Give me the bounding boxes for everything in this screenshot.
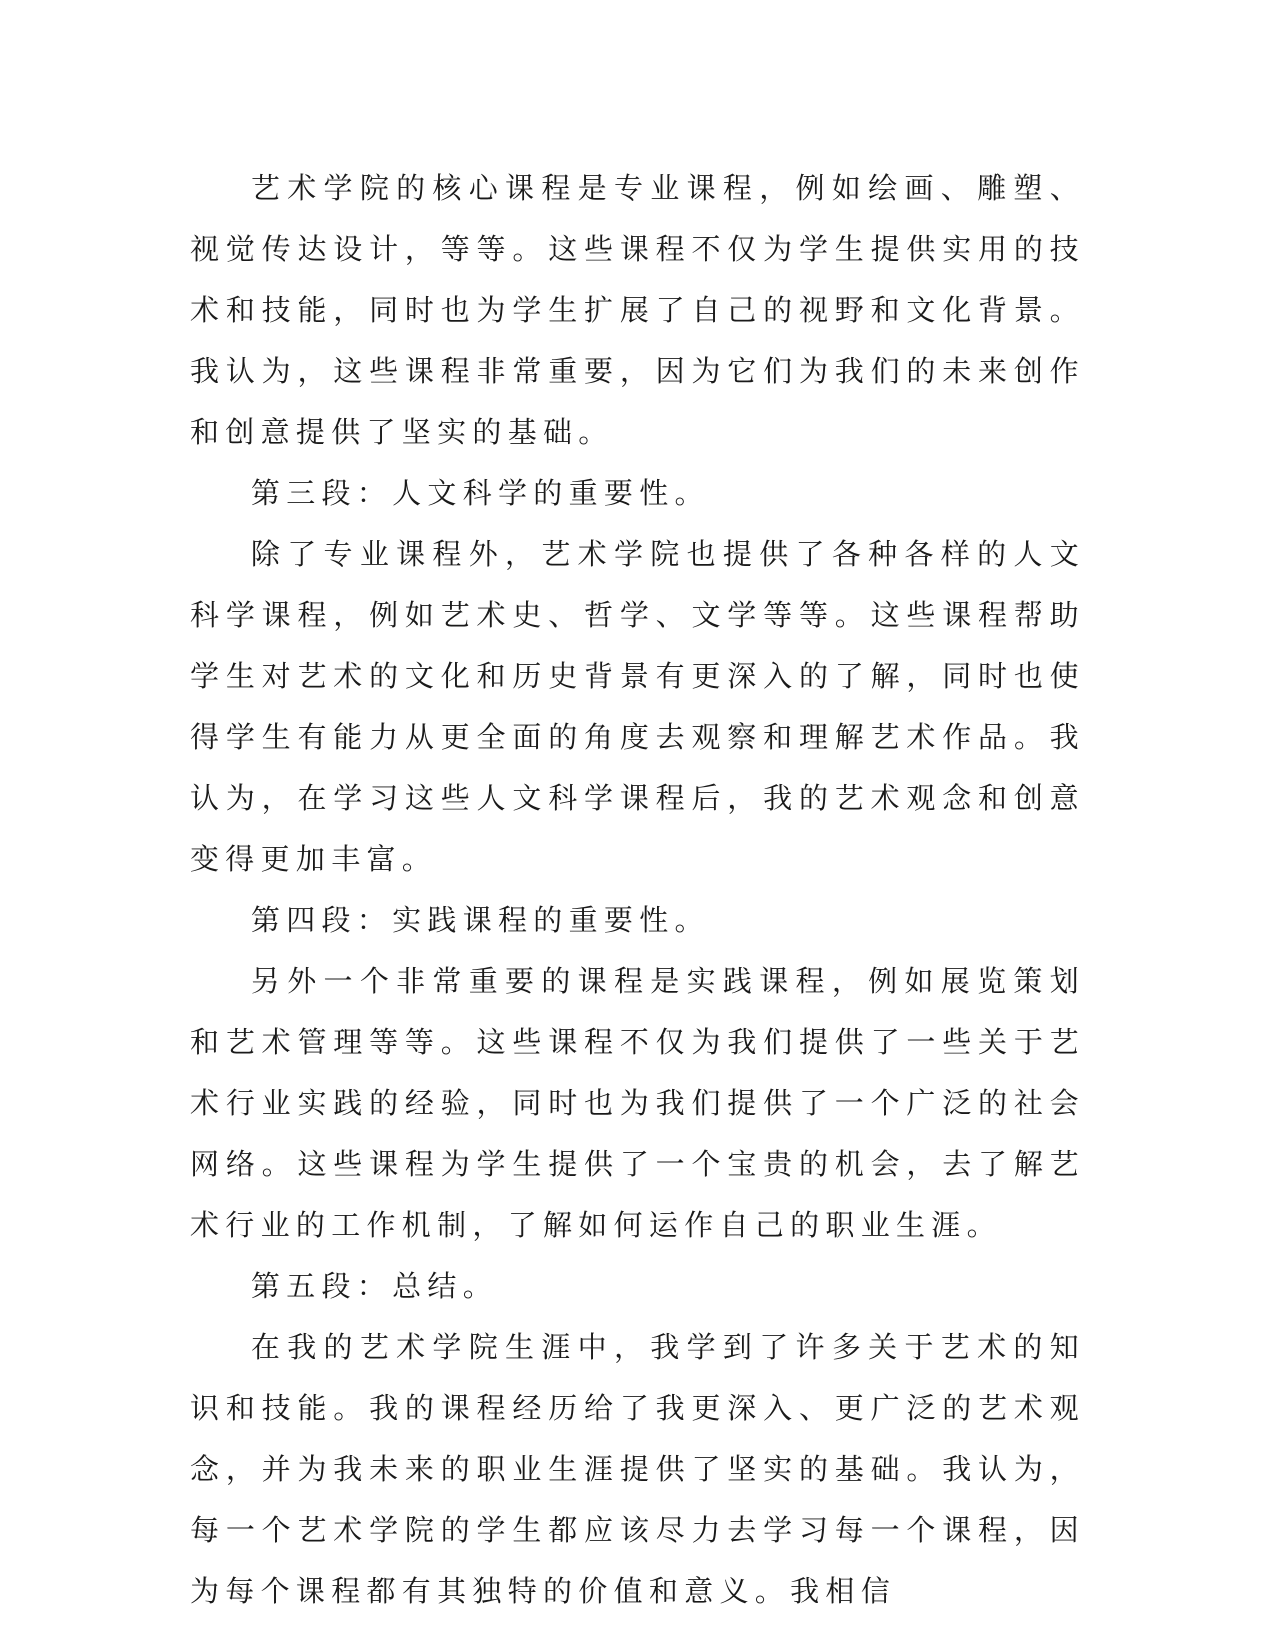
paragraph-humanities: 除了专业课程外，艺术学院也提供了各种各样的人文科学课程，例如艺术史、哲学、文学等等。这些课程帮助学生对艺术的文化和历史背景有更深入的了解，同时也使得学生有能力从更全面的角度去观察和理解艺术作品。我认为，在学习这些人文科学课程后，我的艺术观念和创意变得更加丰富。 bbox=[190, 537, 1085, 876]
document-body bbox=[190, 158, 1085, 1622]
paragraph-practice-courses: 另外一个非常重要的课程是实践课程，例如展览策划和艺术管理等等。这些课程不仅为我们提供了一些关于艺术行业实践的经验，同时也为我们提供了一个广泛的社会网络。这些课程为学生提供了一个宝贵的机会，去了解艺术行业的工作机制，了解如何运作自己的职业生涯。 bbox=[190, 964, 1085, 1242]
heading-section-three: 第三段：人文科学的重要性。 bbox=[250, 476, 710, 510]
heading-section-four: 第四段：实践课程的重要性。 bbox=[250, 903, 710, 937]
heading-section-five: 第五段：总结。 bbox=[250, 1269, 498, 1303]
paragraph-core-courses: 艺术学院的核心课程是专业课程，例如绘画、雕塑、视觉传达设计，等等。这些课程不仅为学生提供实用的技术和技能，同时也为学生扩展了自己的视野和文化背景。我认为，这些课程非常重要，因为它们为我们的未来创作和创意提供了坚实的基础。 bbox=[190, 171, 1085, 449]
paragraph-summary: 在我的艺术学院生涯中，我学到了许多关于艺术的知识和技能。我的课程经历给了我更深入、更广泛的艺术观念，并为我未来的职业生涯提供了坚实的基础。我认为，每一个艺术学院的学生都应该尽力去学习每一个课程，因为每个课程都有其独特的价值和意义。我相信 bbox=[190, 1330, 1085, 1608]
